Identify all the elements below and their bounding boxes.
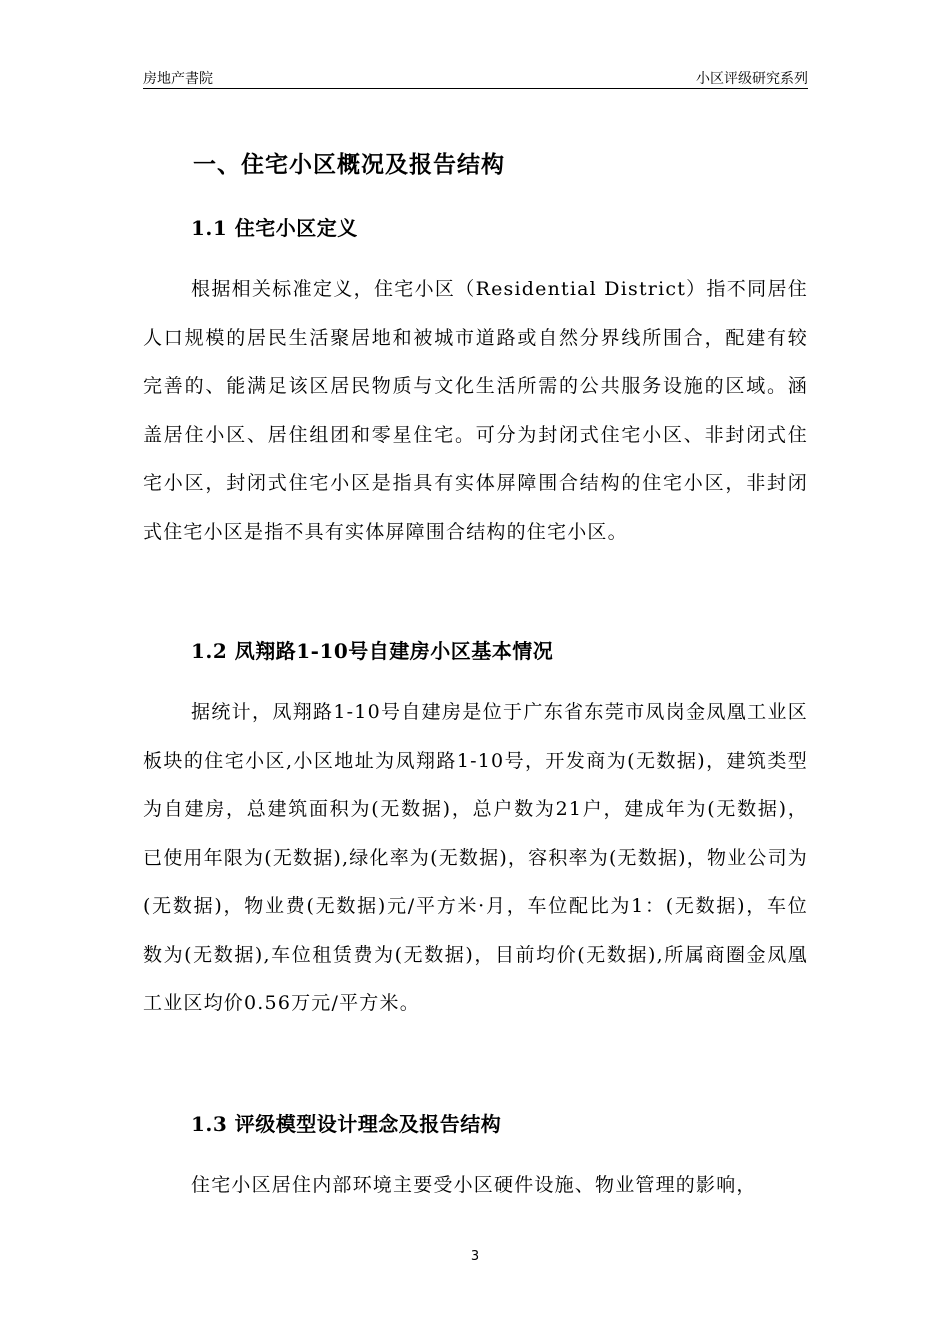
paragraph-1-3: 住宅小区居住内部环境主要受小区硬件设施、物业管理的影响， xyxy=(191,1174,757,1196)
header-right-text: 小区评级研究系列 xyxy=(696,71,808,87)
subsection-heading-1-3: 1.3 评级模型设计理念及报告结构 xyxy=(191,1112,502,1136)
section-title: 一、住宅小区概况及报告结构 xyxy=(193,151,505,178)
header-left-text: 房地产書院 xyxy=(143,71,213,87)
paragraph-1-1: 根据相关标准定义，住宅小区（Residential District）指不同居住人口规模的居民生活聚居地和被城市道路或自然分界线所围合，配建有较完善的、能满足该区居民物质与文化生活所需的公共服务设施的区域。涵盖居住小区、居住组团和零星住宅。可分为封闭式住宅小区、非封闭式住宅小区，封闭式住宅小区是指具有实体屏障围合结构的住宅小区，非封闭式住宅小区是指不具有实体屏障围合结构的住宅小区。 xyxy=(143,278,808,543)
paragraph-1-2: 据统计，凤翔路1-10号自建房是位于广东省东莞市凤岗金凤凰工业区板块的住宅小区,小区地址为凤翔路1-10号，开发商为(无数据)，建筑类型为自建房，总建筑面积为(无数据)，总户数为21户，建成年为(无数据)，已使用年限为(无数据),绿化率为(无数据)，容积率为(无数据)，物业公司为(无数据)，物业费(无数据)元/平方米·月，车位配比为1：(无数据)，车位数为(无数据),车位租赁费为(无数据)，目前均价(无数据),所属商圈金凤凰工业区均价0.56万元/平方米。 xyxy=(143,701,808,1014)
page-header xyxy=(143,66,808,89)
subsection-heading-1-2: 1.2 凤翔路1-10号自建房小区基本情况 xyxy=(191,639,554,663)
page-number: 3 xyxy=(470,1249,480,1264)
subsection-heading-1-1: 1.1 住宅小区定义 xyxy=(191,216,358,240)
